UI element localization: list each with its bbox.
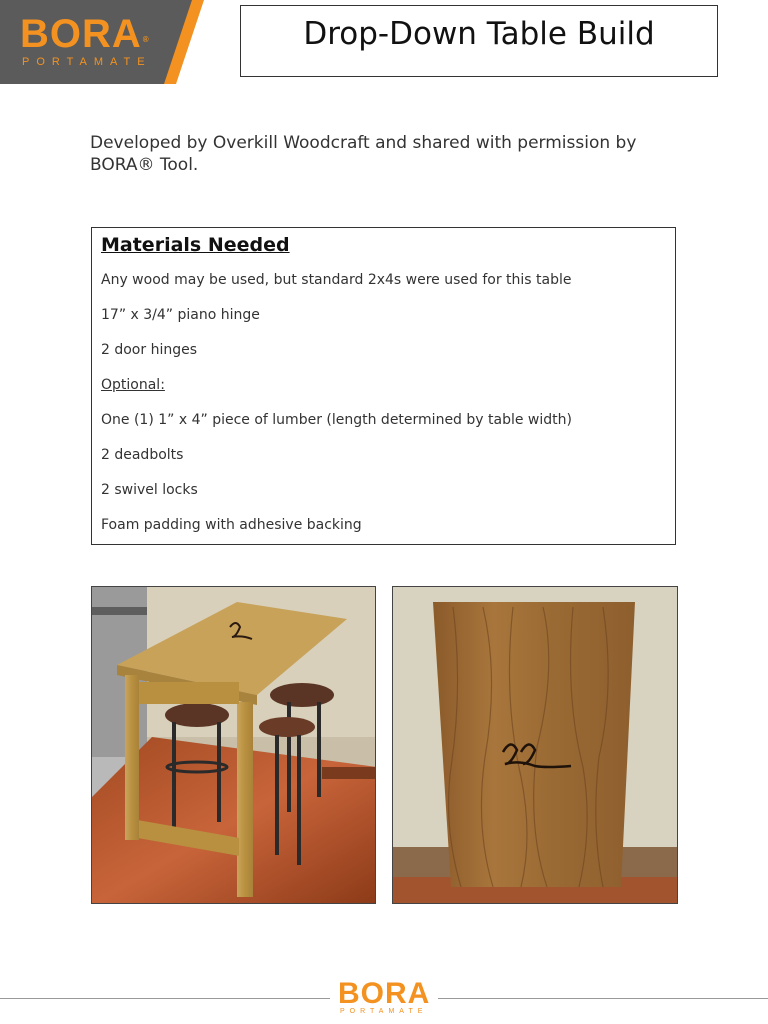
footer-divider-left [0, 998, 330, 999]
footer-divider-right [438, 998, 768, 999]
materials-heading: Materials Needed [101, 234, 290, 256]
optional-item: 2 deadbolts [101, 447, 184, 463]
page-title: Drop-Down Table Build [303, 16, 655, 52]
material-item: 17” x 3/4” piano hinge [101, 307, 260, 323]
footer-logo [338, 978, 430, 1022]
materials-box [91, 227, 676, 545]
logo-subtext: PORTAMATE [22, 56, 152, 68]
photo-table-assembled [91, 586, 376, 904]
optional-label: Optional: [101, 377, 165, 393]
footer-logo-subtext: PORTAMATE [340, 1008, 428, 1015]
optional-item: One (1) 1” x 4” piece of lumber (length determined by table width) [101, 412, 572, 428]
optional-item: Foam padding with adhesive backing [101, 517, 362, 533]
brand-logo [0, 0, 200, 84]
material-item: Any wood may be used, but standard 2x4s were used for this table [101, 272, 572, 288]
optional-item: 2 swivel locks [101, 482, 198, 498]
logo-wordmark: BORA® [20, 12, 150, 56]
photo-table-top [392, 586, 678, 904]
material-item: 2 door hinges [101, 342, 198, 358]
title-box [240, 5, 718, 77]
footer-logo-wordmark: BORA [338, 977, 431, 1010]
intro-text: Developed by Overkill Woodcraft and shared with permission by BORA® Tool. [90, 133, 637, 175]
